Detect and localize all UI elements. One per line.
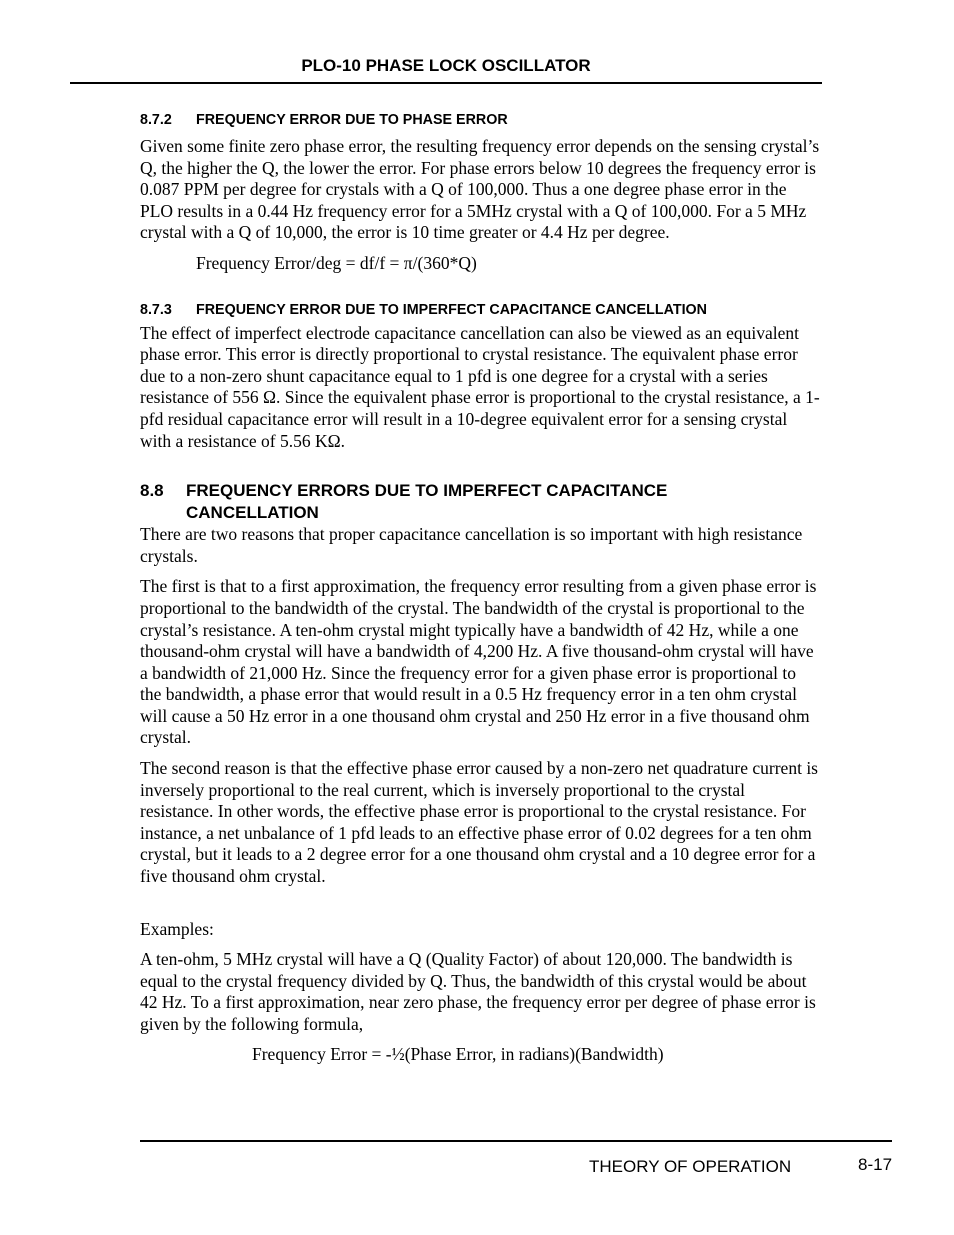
paragraph: The first is that to a first approximation, the frequency error resulting from a given phase error is proportional to the bandwidth of the crystal. The bandwidth of the crystal is proportional to the crystal’s resistance. A ten-ohm crystal might typically have a bandwidth of 42 Hz, while a one thousand-ohm crystal will have a bandwidth of 4,200 Hz. A five thousand-ohm crystal will have a bandwidth of 21,000 Hz. Since the frequency error for a given phase error is proportional to the bandwidth, a phase error that would result in a 0.5 Hz frequency error in a ten ohm crystal will cause a 50 Hz error in a one thousand ohm crystal and 250 Hz error in a five thousand ohm crystal. xyxy=(140,576,817,748)
section-title-line: CANCELLATION xyxy=(186,502,319,522)
section-number: 8.8 xyxy=(140,481,164,501)
footer-section-name: THEORY OF OPERATION xyxy=(589,1157,792,1176)
formula: Frequency Error/deg = df/f = π/(360*Q) xyxy=(196,252,477,273)
section-title xyxy=(186,480,667,523)
paragraph: A ten-ohm, 5 MHz crystal will have a Q (Quality Factor) of about 120,000. The bandwidth is equal to the crystal frequency divided by Q. Thus, the bandwidth of this crystal would be about 42 Hz. To a first approximation, near zero phase, the frequency error per degree of phase error is given by the following formula, xyxy=(140,949,816,1034)
section-title: FREQUENCY ERROR DUE TO IMPERFECT CAPACITANCE CANCELLATION xyxy=(196,301,707,318)
section-heading-8-7-3 xyxy=(140,300,820,320)
paragraph: There are two reasons that proper capacitance cancellation is so important with high resistance crystals. xyxy=(140,524,803,566)
examples-label: Examples: xyxy=(140,918,214,939)
page-header-title: PLO-10 PHASE LOCK OSCILLATOR xyxy=(301,56,591,75)
page-number: 8-17 xyxy=(858,1155,893,1174)
footer-divider xyxy=(140,1140,892,1142)
header-divider xyxy=(70,82,822,84)
section-title: FREQUENCY ERROR DUE TO PHASE ERROR xyxy=(196,112,508,128)
formula: Frequency Error = -½(Phase Error, in radians)(Bandwidth) xyxy=(252,1043,664,1064)
section-number: 8.7.2 xyxy=(140,112,172,128)
page-content xyxy=(140,110,820,1065)
paragraph: Given some finite zero phase error, the resulting frequency error depends on the sensing crystal’s Q, the higher the Q, the lower the error. For phase errors below 10 degrees the frequency error is 0.087 PPM per degree for crystals with a Q of 100,000. Thus a one degree phase error in the PLO results in a 0.44 Hz frequency error for a 5MHz crystal with a Q of 100,000. For a 5 MHz crystal with a Q of 10,000, the error is 10 time greater or 4.4 Hz per degree. xyxy=(140,136,820,243)
paragraph: The second reason is that the effective phase error caused by a non-zero net quadrature current is inversely proportional to the real current, which is inversely proportional to the crystal resistance. In other words, the effective phase error is proportional to the crystal resistance. For instance, a net unbalance of 1 pfd leads to an effective phase error of 0.02 degrees for a ten ohm crystal, but it leads to a 2 degree error for a one thousand ohm crystal and a 10 degree error for a five thousand ohm crystal. xyxy=(140,758,818,887)
paragraph: The effect of imperfect electrode capacitance cancellation can also be viewed as an equivalent phase error. This error is directly proportional to crystal resistance. The equivalent phase error due to a non-zero shunt capacitance equal to 1 pfd is one degree for a crystal with a series resistance of 556 Ω. Since the equivalent phase error is proportional to the crystal resistance, a 1-pfd residual capacitance error will result in a 10-degree equivalent error for a sensing crystal with a resistance of 5.56 KΩ. xyxy=(140,322,820,451)
section-heading-8-7-2 xyxy=(140,110,820,130)
section-title-line: FREQUENCY ERRORS DUE TO IMPERFECT CAPACITANCE xyxy=(186,481,668,501)
section-heading-8-8 xyxy=(140,480,820,523)
section-number: 8.7.3 xyxy=(140,301,172,318)
